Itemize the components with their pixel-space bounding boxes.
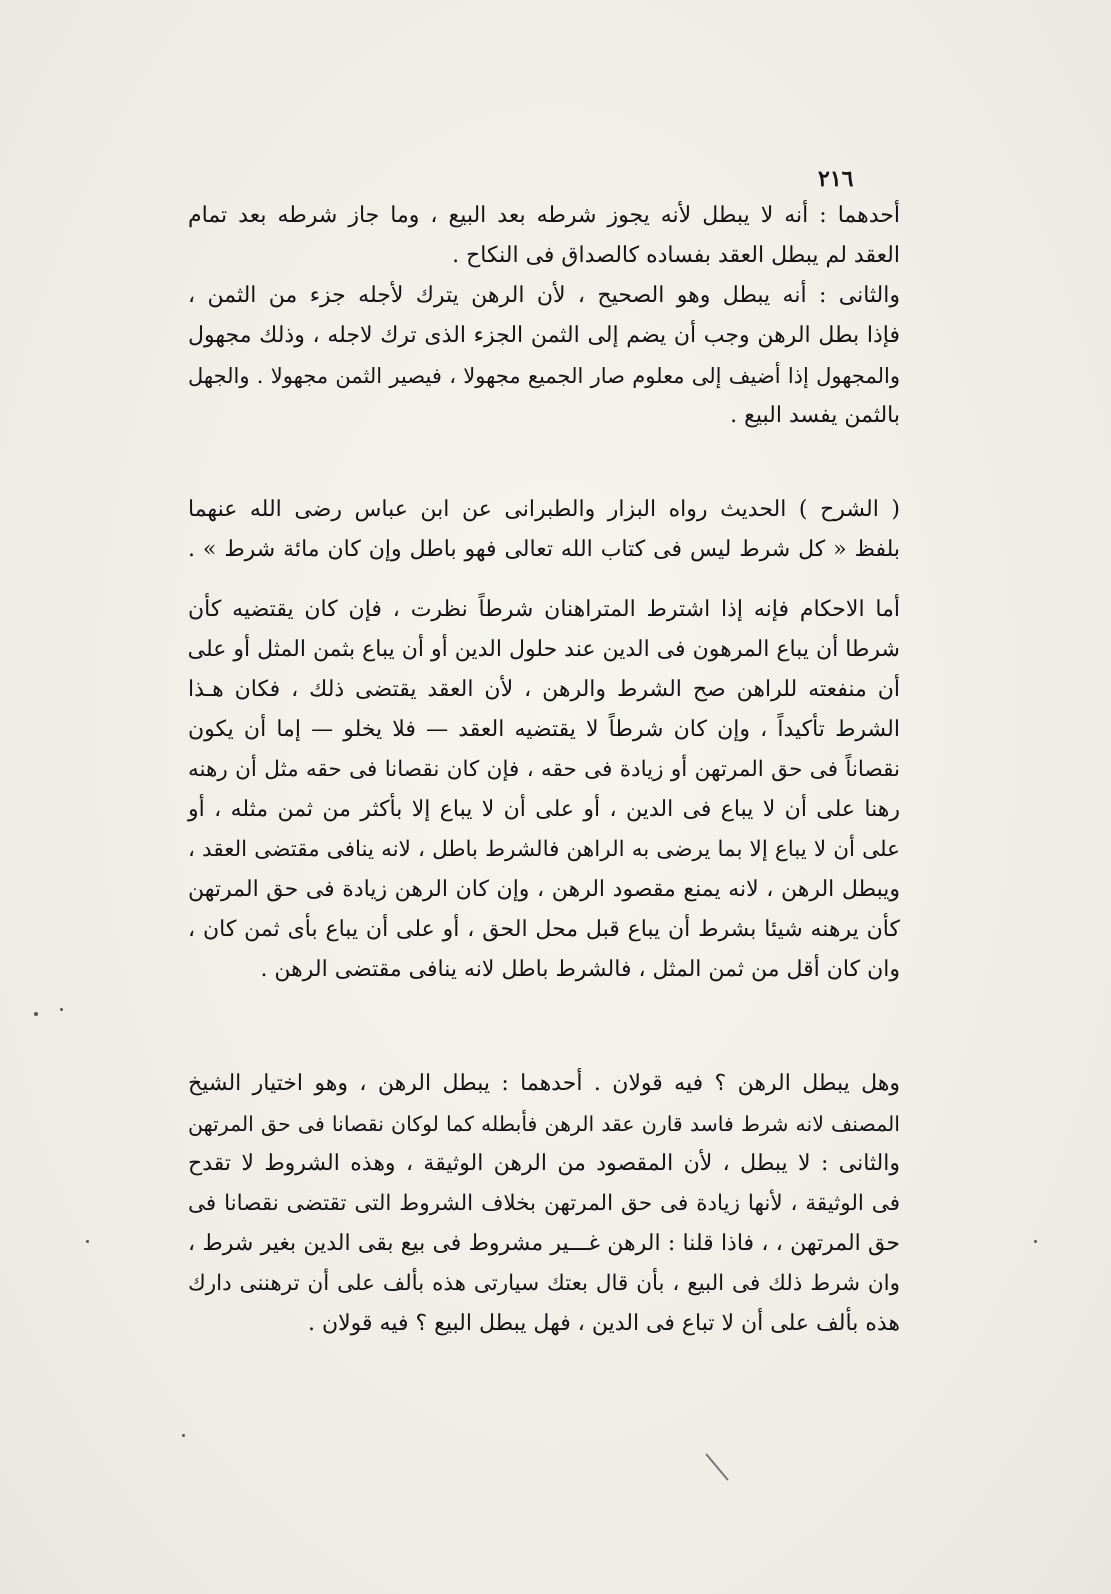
text-line: كأن يرهنه شيئا بشرط أن يباع قبل محل الحق ، أو على أن يباع بأى ثمن كان ، [188,917,900,942]
text-line: والثانى : أنه يبطل وهو الصحيح ، لأن الرهن يترك لأجله جزء من الثمن ، [188,283,900,308]
paragraph-rulings [188,590,900,990]
text-line: على أن لا يباع إلا بما يرضى به الراهن فالشرط باطل ، لانه ينافى مقتضى العقد ، [188,837,900,862]
text-line: بلفظ « كل شرط ليس فى كتاب الله تعالى فهو باطل وإن كان مائة شرط » . [188,537,900,562]
text-line: بالثمن يفسد البيع . [730,403,900,428]
text-line: هذه بألف على أن لا تباع فى الدين ، فهل يبطل البيع ؟ فيه قولان . [307,1311,900,1336]
text-line: أحدهما : أنه لا يبطل لأنه يجوز شرطه بعد البيع ، وما جاز شرطه بعد تمام [188,203,900,228]
text-line: العقد لم يبطل العقد بفساده كالصداق فى النكاح . [452,243,900,268]
text-line: والمجهول إذا أضيف إلى معلوم صار الجميع مجهولا ، فيصير الثمن مجهولا . والجهل [188,364,900,388]
text-line: أن منفعته للراهن صح الشرط والرهن ، لأن العقد يقتضى ذلك ، فكان هـذا [188,677,900,702]
text-line: وان شرط ذلك فى البيع ، بأن قال بعتك سيارتى هذه بألف على أن ترهننى دارك [188,1271,900,1296]
text-line: نقصاناً فى حق المرتهن أو زيادة فى حقه ، فإن كان نقصانا فى حقه مثل أن رهنه [188,757,900,782]
paragraph-two-opinions [188,1064,900,1344]
text-line: وان كان أقل من ثمن المثل ، فالشرط باطل لانه ينافى مقتضى الرهن . [260,957,900,982]
scan-speck [1034,1240,1037,1243]
page-number: ٢١٦ [818,166,854,192]
text-line: فإذا بطل الرهن وجب أن يضم إلى الثمن الجزء الذى ترك لاجله ، وذلك مجهول [188,323,900,348]
text-line: شرطا أن يباع المرهون فى الدين عند حلول الدين أو أن يباع بثمن المثل أو على [187,637,900,662]
text-line: الشرط تأكيداً ، وإن كان شرطاً لا يقتضيه العقد — فلا يخلو — إما أن يكون [188,717,900,742]
text-line: والثانى : لا يبطل ، لأن المقصود من الرهن الوثيقة ، وهذه الشروط لا تقدح [188,1151,900,1176]
text-line: رهنا على أن لا يباع فى الدين ، أو على أن لا يباع إلا بأكثر من ثمن مثله ، أو [188,797,900,822]
scan-speck [86,1240,89,1243]
text-line: وهل يبطل الرهن ؟ فيه قولان . أحدهما : يبطل الرهن ، وهو اختيار الشيخ [188,1071,900,1096]
text-line: أما الاحكام فإنه إذا اشترط المتراهنان شرطاً نظرت ، فإن كان يقتضيه كأن [188,597,900,622]
scan-speck [182,1434,185,1437]
text-line: حق المرتهن ، ، فاذا قلنا : الرهن غـــير مشروط فى بيع بقى الدين بغير شرط ، [188,1231,900,1256]
paragraph-commentary [188,490,900,570]
scan-speck [34,1012,38,1016]
text-line: فى الوثيقة ، لأنها زيادة فى حق المرتهن بخلاف الشروط التى تقتضى نقصانا فى [188,1191,900,1216]
text-line: ويبطل الرهن ، لانه يمنع مقصود الرهن ، وإن كان الرهن زيادة فى حق المرتهن [188,877,900,902]
scan-speck [60,1008,63,1011]
paragraph-1 [188,196,900,436]
text-line: المصنف لانه شرط فاسد قارن عقد الرهن فأبطله كما لوكان نقصانا فى حق المرتهن [188,1112,900,1136]
scan-mark [705,1453,728,1480]
text-line: ( الشرح ) الحديث رواه البزار والطبرانى عن ابن عباس رضى الله عنهما [188,497,900,522]
